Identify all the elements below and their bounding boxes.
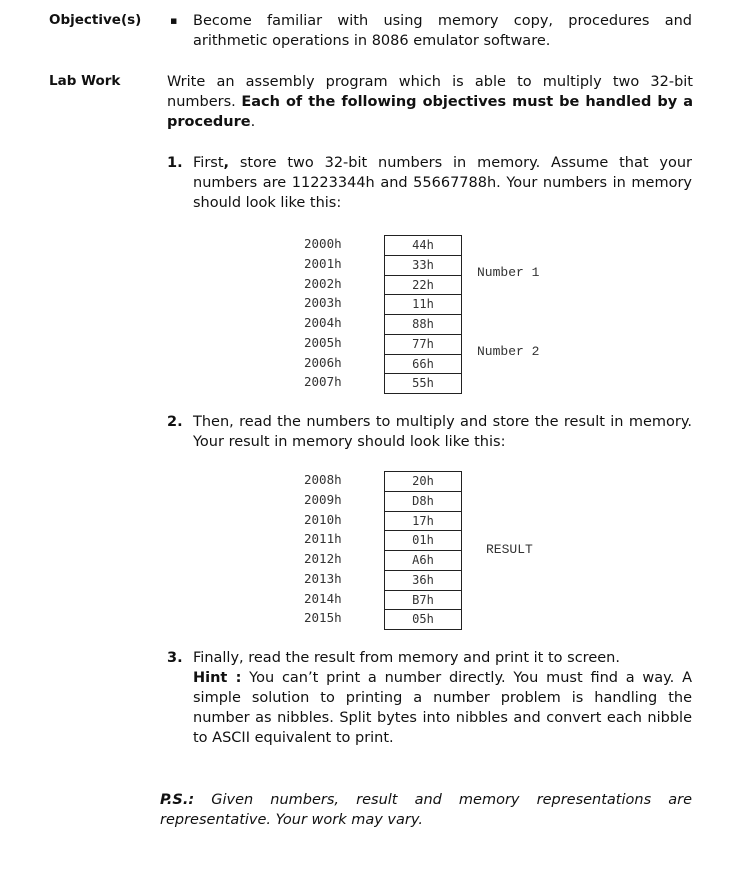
bullet-icon: ▪ [170,14,178,27]
labwork-label: Lab Work [49,73,121,89]
memory-address: 2000h [304,236,342,251]
memory-cell: 36h [385,571,461,591]
step3-text [193,648,692,748]
memory-cell: 05h [412,612,434,627]
memory-address: 2001h [304,255,342,271]
memory-cell: 88h [385,315,461,335]
memory-address: 2002h [304,275,342,291]
memory-address: 2009h [304,491,342,507]
step1-text-comma: , [223,155,230,171]
step1-text-first: First [193,155,224,171]
memory-cell: 11h [385,295,461,315]
step2-text: Then, read the numbers to multiply and store the result in memory. Your result in memory should look like this: [193,414,692,450]
memory-cell: B7h [385,591,461,611]
memory-cell: A6h [385,551,461,571]
number2-label: Number 2 [477,344,540,359]
number1-label: Number 1 [477,265,540,280]
labwork-intro-bold: Each of the following objectives must be handled by a procedure [167,94,693,130]
hint-label: Hint : [193,670,242,686]
table2-cells [384,471,462,630]
ps-note [160,790,692,830]
step3-main: Finally, read the result from memory and print it to screen. [193,650,620,666]
memory-address: 2012h [304,551,342,566]
memory-address: 2010h [304,511,342,527]
table1-cells [384,235,462,394]
step1-number: 1. [167,155,183,171]
hint-text: You can’t print a number directly. You must find a way. A simple solution to printing a number problem is handling the number as nibbles. Split bytes into nibbles and convert each nibble to ASCII equivalent to print. [193,670,692,746]
memory-address: 2015h [304,610,342,626]
step2-number: 2. [167,414,183,430]
memory-cell: 33h [385,256,461,276]
step3-number: 3. [167,650,183,666]
memory-cell: D8h [385,492,461,512]
step1-text [193,153,692,213]
memory-address: 2014h [304,590,342,606]
memory-cell: 44h [385,236,461,256]
step3-hint [193,668,692,748]
memory-address: 2006h [304,354,342,370]
labwork-intro [167,72,693,132]
objective-text: Become familiar with using memory copy, procedures and arithmetic operations in 8086 emulator software. [193,13,692,49]
memory-address: 2011h [304,531,342,547]
memory-address: 2013h [304,570,342,586]
memory-cell: 17h [385,512,461,532]
step1-text-rest: store two 32-bit numbers in memory. Assume that your numbers are 11223344h and 55667788h. Your numbers in memory should look like this: [193,155,692,211]
ps-text: Given numbers, result and memory representations are representative. Your work may vary. [160,792,692,828]
memory-address: 2007h [304,374,342,390]
memory-cell: 01h [385,531,461,551]
memory-cell: 55h [412,376,434,391]
objective-label: Objective(s) [49,12,142,28]
memory-cell: 77h [385,335,461,355]
labwork-intro-plain: Write an assembly program which is able to multiply two 32-bit numbers. [167,74,693,110]
memory-cell: 22h [385,276,461,296]
result-label: RESULT [486,542,533,557]
memory-address: 2008h [304,472,342,487]
table1-addresses [304,234,342,392]
memory-address: 2003h [304,295,342,311]
labwork-intro-end: . [250,114,256,130]
memory-cell: 66h [385,355,461,375]
table2-addresses [304,470,342,628]
ps-label: P.S.: [160,792,195,808]
memory-address: 2004h [304,315,342,330]
memory-cell: 20h [385,472,461,492]
memory-address: 2005h [304,334,342,350]
